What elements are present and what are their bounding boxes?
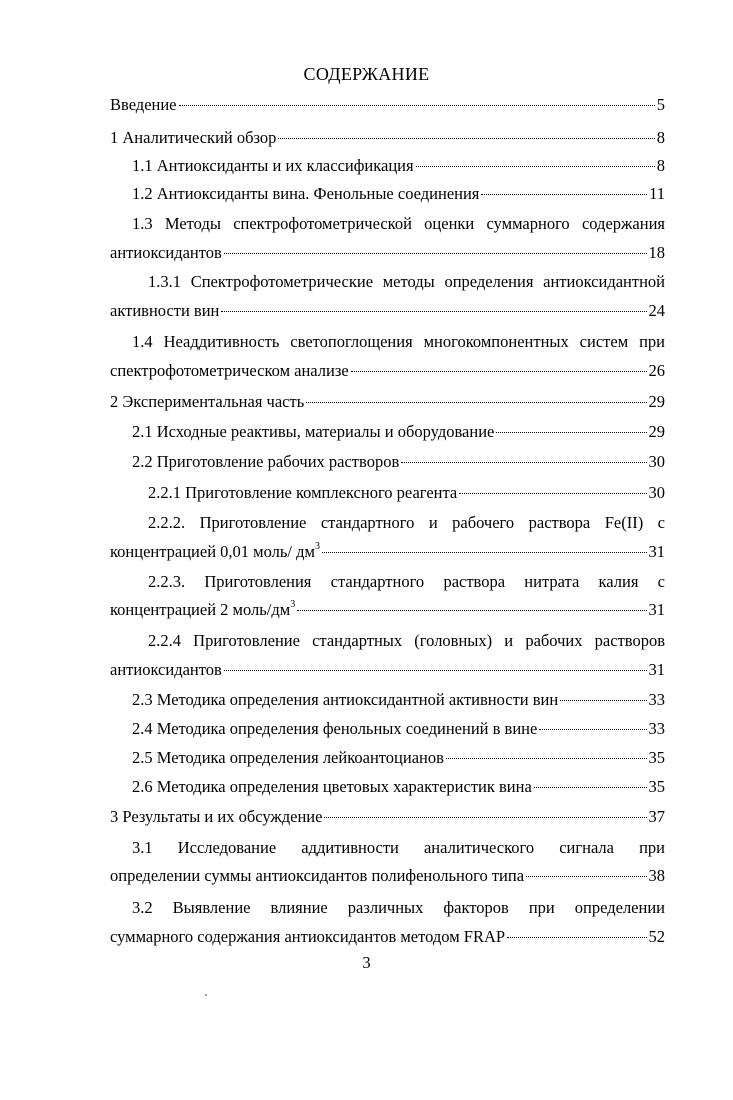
toc-entry-page: 31 [648, 542, 665, 561]
toc-entry-page: 52 [648, 927, 665, 946]
toc-entry-line1 [148, 628, 665, 654]
toc-entry [132, 716, 665, 742]
toc-entry [132, 181, 665, 207]
toc-entry-title: 1.3 Методы спектрофотометрической оценки суммарного содержания [132, 214, 665, 233]
toc-entry-line2 [110, 863, 665, 889]
dot-leader [459, 493, 646, 494]
dot-leader [306, 402, 646, 403]
toc-entry-line1 [148, 510, 665, 536]
superscript: 3 [290, 598, 296, 610]
toc-entry-page: 31 [648, 600, 665, 619]
toc-entry-line2 [110, 657, 665, 683]
dot-leader [351, 371, 647, 372]
toc-entry-line2 [110, 924, 665, 950]
dot-leader [224, 253, 647, 254]
toc-entry-page: 8 [656, 156, 665, 175]
toc-entry-title: 2.4 Методика определения фенольных соединений в вине [132, 719, 538, 738]
toc-entry-line2 [110, 298, 665, 324]
toc-entry-page: 33 [648, 690, 665, 709]
dot-leader [526, 876, 646, 877]
toc-entry-title: 2.2.3. Приготовления стандартного раствора нитрата калия с [148, 572, 665, 591]
dot-leader [278, 138, 654, 139]
toc-entry-title-continued: концентрацией 2 моль/$дм^3$ [110, 598, 296, 619]
toc-entry-page: 35 [648, 748, 665, 767]
toc-entry-page: 30 [648, 452, 665, 471]
toc-entry [132, 153, 665, 179]
dot-leader [324, 817, 646, 818]
toc-entry-title-continued: антиоксидантов [110, 243, 222, 262]
toc-entry-title-continued: концентрацией 0,01 моль/ $дм^3$ [110, 540, 320, 561]
dot-leader [224, 670, 647, 671]
toc-entry [110, 804, 665, 830]
dot-leader [401, 462, 646, 463]
toc-entry-title-continued: активности вин [110, 301, 220, 320]
toc-entry-title: 2.6 Методика определения цветовых характеристик вина [132, 777, 532, 796]
toc-entry-line2 [110, 597, 665, 623]
toc-entry-line1 [148, 269, 665, 295]
toc-entry [110, 389, 665, 415]
toc-entry-title-continued: определении суммы антиоксидантов полифенольного типа [110, 866, 525, 885]
toc-entry-line2 [110, 240, 665, 266]
dot-leader [297, 610, 646, 611]
toc-entry-title: 2.3 Методика определения антиоксидантной активности вин [132, 690, 559, 709]
toc-entry-page: 38 [648, 866, 665, 885]
toc-entry-title: 2.2.2. Приготовление стандартного и рабочего раствора Fe(II) с [148, 513, 665, 532]
toc-entry-page: 24 [648, 301, 665, 320]
toc-entry-page: 11 [649, 184, 665, 203]
toc-entry [110, 125, 665, 151]
dot-leader [179, 105, 655, 106]
dot-leader [322, 552, 647, 553]
toc-entry-page: 30 [648, 483, 665, 502]
toc-entry-title: 1.2 Антиоксиданты вина. Фенольные соединения [132, 184, 480, 203]
dot-leader [539, 729, 646, 730]
toc-entry-title: 3.2 Выявление влияние различных факторов при определении [132, 898, 665, 917]
toc-entry-title: 1.3.1 Спектрофотометрические методы определения антиоксидантной [148, 272, 665, 291]
toc-entry-title: 2 Экспериментальная часть [110, 392, 305, 411]
dot-leader [507, 937, 646, 938]
dot-leader [560, 700, 646, 701]
toc-entry-page: 37 [648, 807, 665, 826]
toc-entry [132, 449, 665, 475]
toc-entry-title: 3.1 Исследование аддитивности аналитического сигнала при [132, 838, 665, 857]
toc-entry-line2 [110, 358, 665, 384]
toc-entry-title: 2.2.4 Приготовление стандартных (головных) и рабочих растворов [148, 631, 665, 650]
scan-speck [205, 994, 207, 996]
dot-leader [534, 787, 647, 788]
toc-entry-page: 35 [648, 777, 665, 796]
toc-entry [132, 774, 665, 800]
toc-entry-page: 29 [648, 422, 665, 441]
page-number: 3 [362, 953, 371, 972]
toc-entry-page: 26 [648, 361, 665, 380]
toc-entry-page: 29 [648, 392, 665, 411]
toc-entry-line1 [148, 569, 665, 595]
dot-leader [221, 311, 646, 312]
toc-entry-page: 31 [648, 660, 665, 679]
toc-entry [132, 687, 665, 713]
toc-entry [132, 745, 665, 771]
toc-entry-line1 [132, 895, 665, 921]
toc-entry-page: 5 [656, 95, 665, 114]
toc-entry-title: 2.5 Методика определения лейкоантоцианов [132, 748, 444, 767]
toc-entry [132, 419, 665, 445]
toc-entry [148, 480, 665, 506]
dot-leader [416, 166, 655, 167]
toc-entry-title-continued: антиоксидантов [110, 660, 222, 679]
toc-entry [110, 92, 665, 118]
toc-entry-title-continued: спектрофотометрическом анализе [110, 361, 349, 380]
dot-leader [496, 432, 646, 433]
dot-leader [481, 194, 647, 195]
toc-entry-page: 8 [656, 128, 665, 147]
toc-entry-title: Введение [110, 95, 177, 114]
toc-entry-title: 2.2 Приготовление рабочих растворов [132, 452, 400, 471]
toc-entry-line1 [132, 329, 665, 355]
toc-entry-title: 2.2.1 Приготовление комплексного реагента [148, 483, 458, 502]
toc-entry-title: 1.4 Неаддитивность светопоглощения многокомпонентных систем при [132, 332, 665, 351]
toc-entry-line1 [132, 835, 665, 861]
toc-entry-title: 3 Результаты и их обсуждение [110, 807, 323, 826]
toc-entry-page: 18 [648, 243, 665, 262]
page-title: СОДЕРЖАНИЕ [303, 64, 430, 84]
toc-entry-line2 [110, 539, 665, 565]
toc-entry-page: 33 [648, 719, 665, 738]
toc-entry-title: 1.1 Антиоксиданты и их классификация [132, 156, 414, 175]
toc-entry-title: 1 Аналитический обзор [110, 128, 277, 147]
toc-entry-title-continued: суммарного содержания антиоксидантов методом FRAP [110, 927, 506, 946]
superscript: 3 [314, 540, 320, 552]
dot-leader [446, 758, 647, 759]
toc-entry-line1 [132, 211, 665, 237]
toc-entry-title: 2.1 Исходные реактивы, материалы и оборудование [132, 422, 495, 441]
